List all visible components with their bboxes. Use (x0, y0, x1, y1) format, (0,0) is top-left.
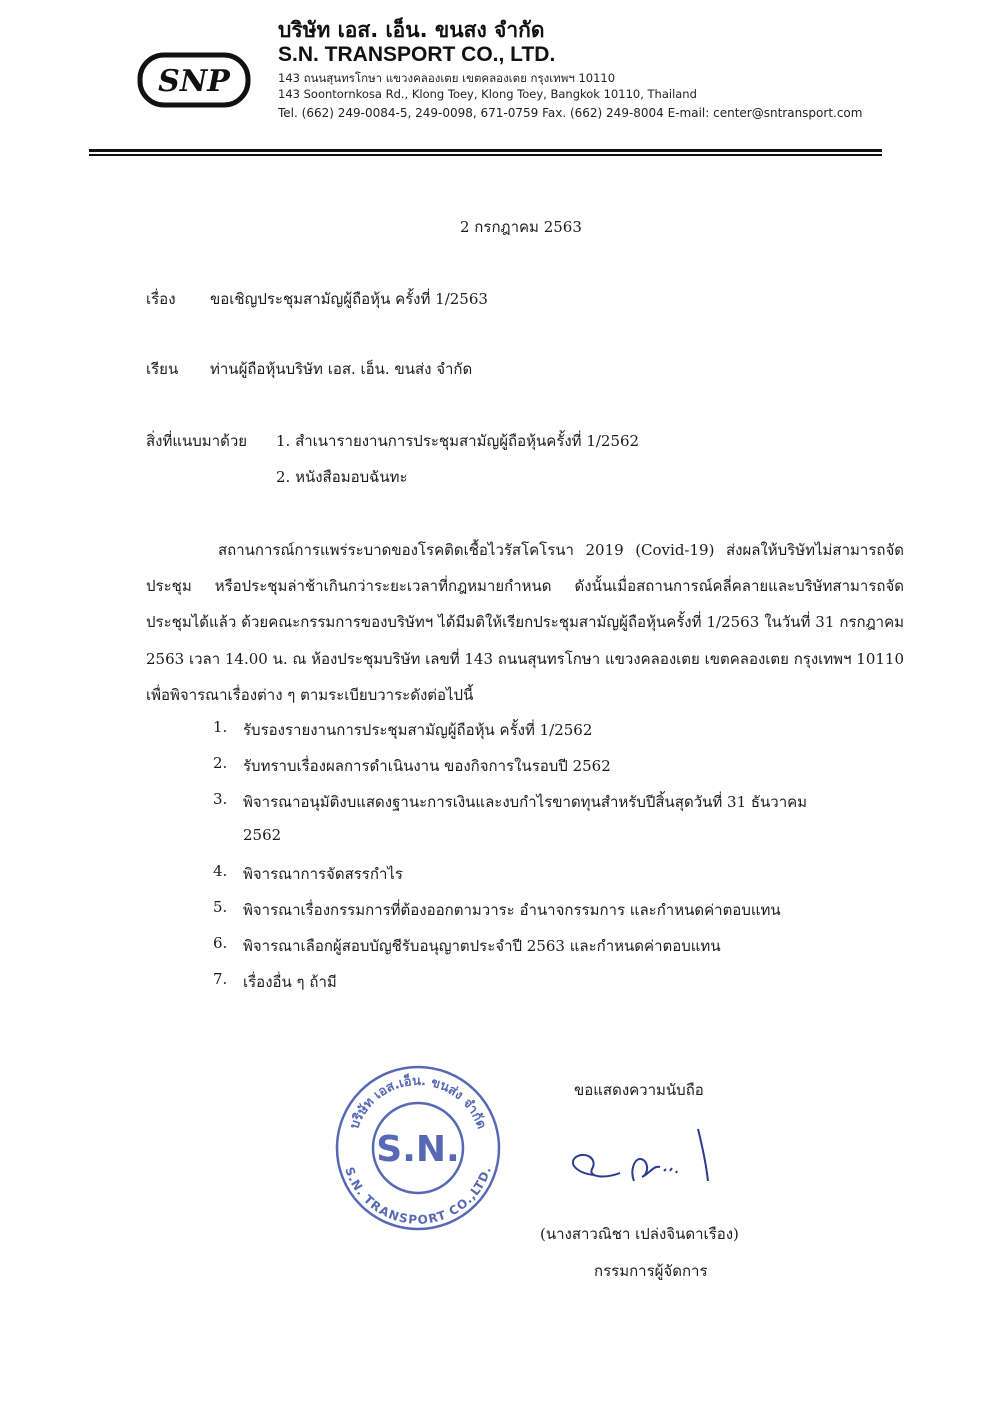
agenda-item: พิจารณาเรื่องกรรมการที่ต้องออกตามวาระ อำนาจกรรมการ และกำหนดค่าตอบแทน (243, 901, 781, 919)
closing-text: ขอแสดงความนับถือ (574, 1081, 704, 1099)
enclosure-item: 2. หนังสือมอบฉันทะ (276, 468, 408, 486)
agenda-number: 6. (213, 934, 228, 952)
signer-name: (นางสาวณิชา เปล่งจินดาเรือง) (540, 1225, 739, 1243)
recipient-label: เรียน (146, 360, 179, 378)
company-name-english: S.N. TRANSPORT CO., LTD. (278, 43, 556, 66)
svg-text:บริษัท เอส.เอ็น. ขนส่ง จำกัด: บริษัท เอส.เอ็น. ขนส่ง จำกัด (347, 1073, 489, 1132)
address-thai: 143 ถนนสุนทรโกษา แขวงคลองเตย เขตคลองเตย กรุงเทพฯ 10110 (278, 71, 616, 85)
recipient-text: ท่านผู้ถือหุ้นบริษัท เอส. เอ็น. ขนส่ง จำกัด (210, 360, 473, 378)
company-name-thai: บริษัท เอส. เอ็น. ขนสง จํากัด (278, 18, 545, 42)
agenda-item: รับทราบเรื่องผลการดำเนินงาน ของกิจการในรอบปี 2562 (243, 757, 611, 775)
agenda-item: รับรองรายงานการประชุมสามัญผู้ถือหุ้น ครั้งที่ 1/2562 (243, 721, 593, 739)
agenda-number: 5. (213, 898, 228, 916)
enclosures-label: สิ่งที่แนบมาด้วย (146, 432, 248, 450)
agenda-item: พิจารณาการจัดสรรกำไร (243, 865, 403, 883)
contact-line: Tel. (662) 249-0084-5, 249-0098, 671-0759 Fax. (662) 249-8004 E-mail: center@sntransport.com (278, 106, 863, 120)
enclosure-item: 1. สำเนารายงานการประชุมสามัญผู้ถือหุ้นครั้งที่ 1/2562 (276, 432, 640, 450)
letter-date: 2 กรกฎาคม 2563 (460, 218, 582, 236)
handwritten-signature (564, 1123, 714, 1195)
company-seal-stamp (333, 1063, 503, 1233)
svg-text:SNP: SNP (158, 64, 230, 99)
subject-text: ขอเชิญประชุมสามัญผู้ถือหุ้น ครั้งที่ 1/2563 (210, 290, 488, 308)
company-logo (137, 52, 251, 108)
address-english: 143 Soontornkosa Rd., Klong Toey, Klong Toey, Bangkok 10110, Thailand (278, 87, 697, 101)
signer-title: กรรมการผู้จัดการ (594, 1262, 708, 1280)
agenda-number: 3. (213, 790, 228, 808)
agenda-item: พิจารณาอนุมัติงบแสดงฐานะการเงินและงบกำไรขาดทุนสำหรับปีสิ้นสุดวันที่ 31 ธันวาคม (243, 793, 808, 811)
subject-label: เรื่อง (146, 290, 176, 308)
header-rule-thin (89, 154, 882, 156)
svg-text:S.N. TRANSPORT CO.,LTD.: S.N. TRANSPORT CO.,LTD. (342, 1165, 494, 1227)
agenda-item: เรื่องอื่น ๆ ถ้ามี (243, 973, 337, 991)
agenda-item-continuation: 2562 (243, 826, 282, 844)
body-paragraph: สถานการณ์การแพร่ระบาดของโรคติดเชื้อไวรัสโคโรนา 2019 (Covid-19) ส่งผลให้บริษัทไม่สามารถจัดประชุม หรือประชุมล่าช้าเกินกว่าระยะเวลาที่กฎหมายกำหนด ดังนั้นเมื่อสถานการณ์คลี่คลายและบริษัทสามารถจัดประชุมได้แล้ว ด้วยคณะกรรมการของบริษัทฯ ได้มีมติให้เรียกประชุมสามัญผู้ถือหุ้นครั้งที่ 1/2563 ในวันที่ 31 กรกฎาคม 2563 เวลา 14.00 น. ณ ห้องประชุมบริษัท เลขที่ 143 ถนนสุนทรโกษา แขวงคลองเตย เขตคลองเตย กรุงเทพฯ 10110 เพื่อพิจารณาเรื่องต่าง ๆ ตามระเบียบวาระดังต่อไปนี้ (146, 541, 904, 704)
agenda-number: 4. (213, 862, 228, 880)
svg-text:S.N.: S.N. (376, 1129, 460, 1170)
agenda-number: 2. (213, 754, 228, 772)
agenda-number: 7. (213, 970, 228, 988)
agenda-number: 1. (213, 718, 228, 736)
header-rule-thick (89, 149, 882, 152)
agenda-item: พิจารณาเลือกผู้สอบบัญชีรับอนุญาตประจำปี 2563 และกำหนดค่าตอบแทน (243, 937, 721, 955)
